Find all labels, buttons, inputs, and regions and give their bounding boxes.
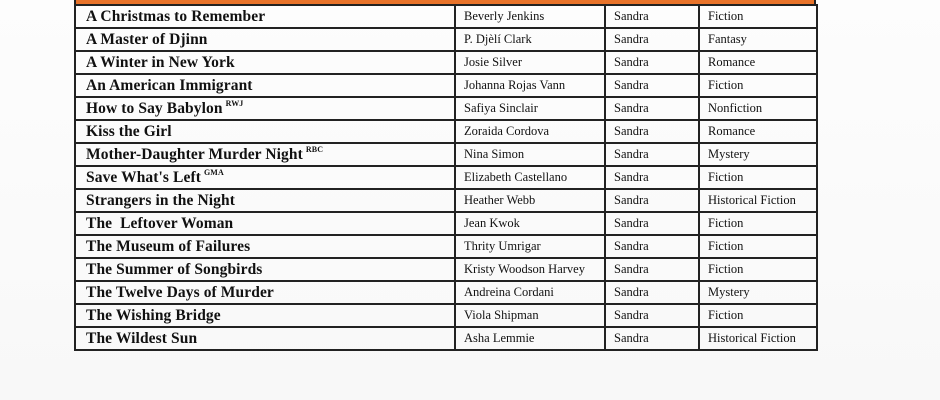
book-title: Mother-Daughter Murder Night <box>86 146 303 163</box>
book-title: Strangers in the Night <box>86 191 236 209</box>
book-author: Josie Silver <box>455 51 605 74</box>
book-title: The Wishing Bridge <box>86 306 221 324</box>
book-genre: Historical Fiction <box>699 327 817 350</box>
book-genre: Fiction <box>699 5 817 28</box>
book-author: Safiya Sinclair <box>455 97 605 120</box>
book-title: The Twelve Days of Murder <box>86 283 274 301</box>
book-reader: Sandra <box>605 74 699 97</box>
book-genre: Romance <box>699 51 817 74</box>
table-row <box>75 5 817 28</box>
table-row <box>75 189 817 212</box>
book-title-cell <box>75 327 455 350</box>
book-reader: Sandra <box>605 258 699 281</box>
book-title-cell <box>75 74 455 97</box>
table-row <box>75 212 817 235</box>
book-title-cell <box>75 189 455 212</box>
book-author: Nina Simon <box>455 143 605 166</box>
book-genre: Fiction <box>699 212 817 235</box>
book-genre: Mystery <box>699 281 817 304</box>
book-reader: Sandra <box>605 327 699 350</box>
book-title-cell <box>75 97 455 120</box>
book-list-table <box>74 4 818 351</box>
book-reader: Sandra <box>605 235 699 258</box>
book-reader: Sandra <box>605 166 699 189</box>
book-title-cell <box>75 258 455 281</box>
table-row <box>75 304 817 327</box>
table-row <box>75 74 817 97</box>
book-title: The Wildest Sun <box>86 329 198 347</box>
book-genre: Fantasy <box>699 28 817 51</box>
book-list-table-wrapper <box>74 0 816 351</box>
book-title: The Museum of Failures <box>86 237 251 255</box>
book-author: Johanna Rojas Vann <box>455 74 605 97</box>
book-author: Asha Lemmie <box>455 327 605 350</box>
table-row <box>75 258 817 281</box>
book-reader: Sandra <box>605 51 699 74</box>
book-author: Kristy Woodson Harvey <box>455 258 605 281</box>
book-reader: Sandra <box>605 189 699 212</box>
book-title-cell <box>75 120 455 143</box>
book-author: Thrity Umrigar <box>455 235 605 258</box>
book-reader: Sandra <box>605 28 699 51</box>
book-author: Heather Webb <box>455 189 605 212</box>
table-row <box>75 235 817 258</box>
book-author: Jean Kwok <box>455 212 605 235</box>
book-title-cell <box>75 166 455 189</box>
book-genre: Nonfiction <box>699 97 817 120</box>
book-author: Elizabeth Castellano <box>455 166 605 189</box>
book-genre: Historical Fiction <box>699 189 817 212</box>
book-title-cell <box>75 235 455 258</box>
table-row <box>75 51 817 74</box>
book-author: Zoraida Cordova <box>455 120 605 143</box>
table-row <box>75 327 817 350</box>
book-title: How to Say Babylon <box>86 100 223 117</box>
table-row <box>75 166 817 189</box>
book-title-cell <box>75 212 455 235</box>
table-row <box>75 28 817 51</box>
book-reader: Sandra <box>605 97 699 120</box>
book-title: A Master of Djinn <box>86 30 208 48</box>
book-genre: Fiction <box>699 304 817 327</box>
book-title: Kiss the Girl <box>86 122 172 140</box>
book-title: The Leftover Woman <box>86 214 234 232</box>
book-genre: Fiction <box>699 166 817 189</box>
book-source-tag: RBC <box>305 145 324 154</box>
book-title: The Summer of Songbirds <box>86 260 263 278</box>
book-title: A Winter in New York <box>86 53 235 71</box>
book-title-cell <box>75 5 455 28</box>
book-source-tag: GMA <box>203 168 224 177</box>
book-genre: Romance <box>699 120 817 143</box>
book-genre: Mystery <box>699 143 817 166</box>
book-title-cell <box>75 51 455 74</box>
book-source-tag: RWJ <box>225 99 244 108</box>
book-reader: Sandra <box>605 143 699 166</box>
book-genre: Fiction <box>699 258 817 281</box>
book-title: An American Immigrant <box>86 76 253 94</box>
table-row <box>75 97 817 120</box>
table-row <box>75 120 817 143</box>
book-author: Andreina Cordani <box>455 281 605 304</box>
table-row <box>75 143 817 166</box>
book-reader: Sandra <box>605 5 699 28</box>
book-reader: Sandra <box>605 120 699 143</box>
book-author: P. Djèlí Clark <box>455 28 605 51</box>
table-row <box>75 281 817 304</box>
book-reader: Sandra <box>605 304 699 327</box>
book-reader: Sandra <box>605 212 699 235</box>
book-reader: Sandra <box>605 281 699 304</box>
book-title-cell <box>75 304 455 327</box>
book-title-cell <box>75 281 455 304</box>
book-title-cell <box>75 143 455 166</box>
book-author: Viola Shipman <box>455 304 605 327</box>
book-author: Beverly Jenkins <box>455 5 605 28</box>
book-title: A Christmas to Remember <box>86 7 266 25</box>
book-title: Save What's Left <box>86 169 201 186</box>
book-title-cell <box>75 28 455 51</box>
book-genre: Fiction <box>699 235 817 258</box>
book-genre: Fiction <box>699 74 817 97</box>
